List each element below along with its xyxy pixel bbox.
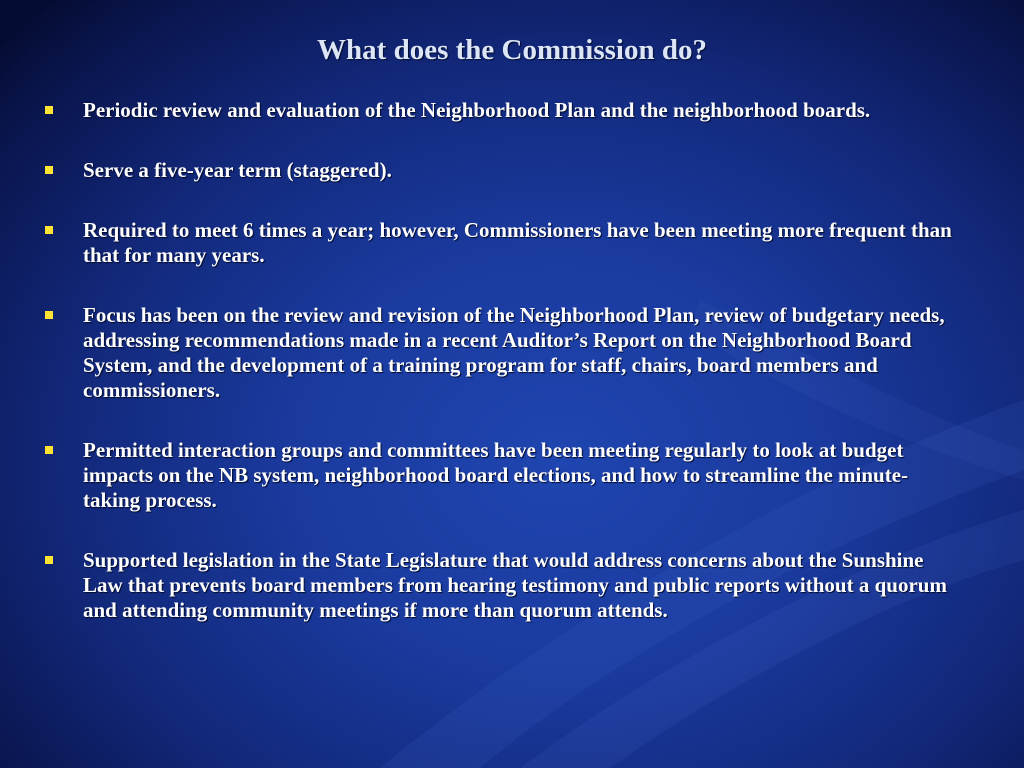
bullet-text: Periodic review and evaluation of the Neighborhood Plan and the neighborhood boards. bbox=[83, 98, 871, 122]
bullet-text: Serve a five-year term (staggered). bbox=[83, 158, 392, 182]
bullet-text: Required to meet 6 times a year; however, Commissioners have been meeting more frequent than that for many years. bbox=[83, 218, 952, 267]
square-bullet-icon bbox=[45, 556, 53, 564]
bullet-item bbox=[44, 303, 954, 403]
bullet-list bbox=[44, 98, 954, 623]
bullet-item bbox=[44, 218, 954, 268]
square-bullet-icon bbox=[45, 166, 53, 174]
bullet-text: Supported legislation in the State Legislature that would address concerns about the Sunshine Law that prevents board members from hearing testimony and public reports without a quorum and attending community meetings if more than quorum attends. bbox=[83, 548, 947, 622]
bullet-text: Focus has been on the review and revision of the Neighborhood Plan, review of budgetary needs, addressing recommendations made in a recent Auditor’s Report on the Neighborhood Board System, and the development of a training program for staff, chairs, board members and commissioners. bbox=[83, 303, 945, 402]
slide-title: What does the Commission do? bbox=[317, 34, 707, 66]
square-bullet-icon bbox=[45, 446, 53, 454]
bullet-item bbox=[44, 158, 954, 183]
square-bullet-icon bbox=[45, 106, 53, 114]
bullet-text: Permitted interaction groups and committees have been meeting regularly to look at budget impacts on the NB system, neighborhood board elections, and how to streamline the minute-taking process. bbox=[83, 438, 909, 512]
square-bullet-icon bbox=[45, 226, 53, 234]
square-bullet-icon bbox=[45, 311, 53, 319]
bullet-item bbox=[44, 548, 954, 623]
bullet-item bbox=[44, 98, 954, 123]
bullet-item bbox=[44, 438, 954, 513]
